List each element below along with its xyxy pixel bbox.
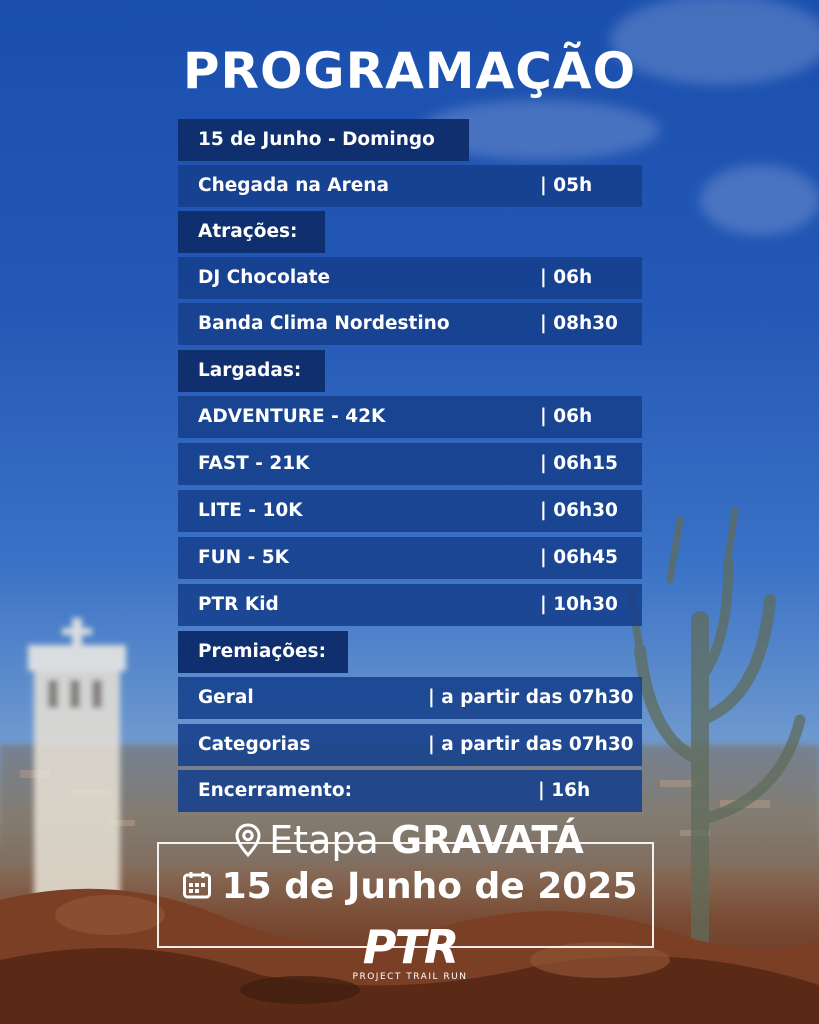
- row-time: | a partir das 07h30: [428, 734, 634, 755]
- starts-header-label: Largadas:: [198, 360, 302, 381]
- row-time: | 06h30: [540, 500, 618, 521]
- attractions-header-label: Atrações:: [198, 221, 298, 242]
- event-stage: [0, 818, 819, 866]
- day-header-label: 15 de Junho - Domingo: [198, 129, 435, 150]
- page-title: PROGRAMAÇÃO: [182, 42, 637, 100]
- row-time: | 06h: [540, 406, 593, 427]
- awards-header-label: Premiações:: [198, 641, 326, 662]
- row-label: FAST - 21K: [198, 453, 310, 474]
- calendar-icon: [182, 868, 212, 909]
- row-label: ADVENTURE - 42K: [198, 406, 386, 427]
- schedule-row-fun: [178, 537, 642, 579]
- ptr-logo: [330, 920, 490, 994]
- schedule-row-ptr-kid: [178, 584, 642, 626]
- event-date: [0, 866, 819, 909]
- row-label: FUN - 5K: [198, 547, 289, 568]
- row-time: | a partir das 07h30: [428, 687, 634, 708]
- row-label: DJ Chocolate: [198, 267, 331, 288]
- stage-city: GRAVATÁ: [390, 818, 584, 862]
- row-label: Chegada na Arena: [198, 175, 389, 196]
- row-time: | 06h45: [540, 547, 618, 568]
- row-label: Categorias: [198, 734, 311, 755]
- row-label: Geral: [198, 687, 254, 708]
- row-label: LITE - 10K: [198, 500, 303, 521]
- stage-prefix: Etapa: [269, 818, 379, 862]
- schedule-row-dj-chocolate: [178, 257, 642, 299]
- row-time: | 05h: [540, 175, 593, 196]
- attractions-header: [178, 211, 325, 253]
- row-time: | 08h30: [540, 313, 618, 334]
- schedule-row-arrival: [178, 165, 642, 207]
- schedule-row-fast: [178, 443, 642, 485]
- row-time: | 06h15: [540, 453, 618, 474]
- schedule-row-geral: [178, 677, 642, 719]
- starts-header: [178, 350, 325, 392]
- logo-subtitle: PROJECT TRAIL RUN: [352, 972, 468, 982]
- awards-header: [178, 631, 348, 673]
- row-label: Encerramento:: [198, 780, 352, 801]
- event-date-text: 15 de Junho de 2025: [221, 866, 638, 907]
- schedule-row-closing: [178, 770, 642, 812]
- schedule-row-banda-clima: [178, 303, 642, 345]
- schedule-row-lite: [178, 490, 642, 532]
- row-time: | 16h: [538, 780, 591, 801]
- logo-mark: PTR: [362, 920, 458, 974]
- day-header: [178, 119, 469, 161]
- schedule-row-categorias: [178, 724, 642, 766]
- row-time: | 10h30: [540, 594, 618, 615]
- row-time: | 06h: [540, 267, 593, 288]
- schedule-row-adventure: [178, 396, 642, 438]
- map-pin-icon: [235, 822, 261, 866]
- row-label: PTR Kid: [198, 594, 279, 615]
- row-label: Banda Clima Nordestino: [198, 313, 450, 334]
